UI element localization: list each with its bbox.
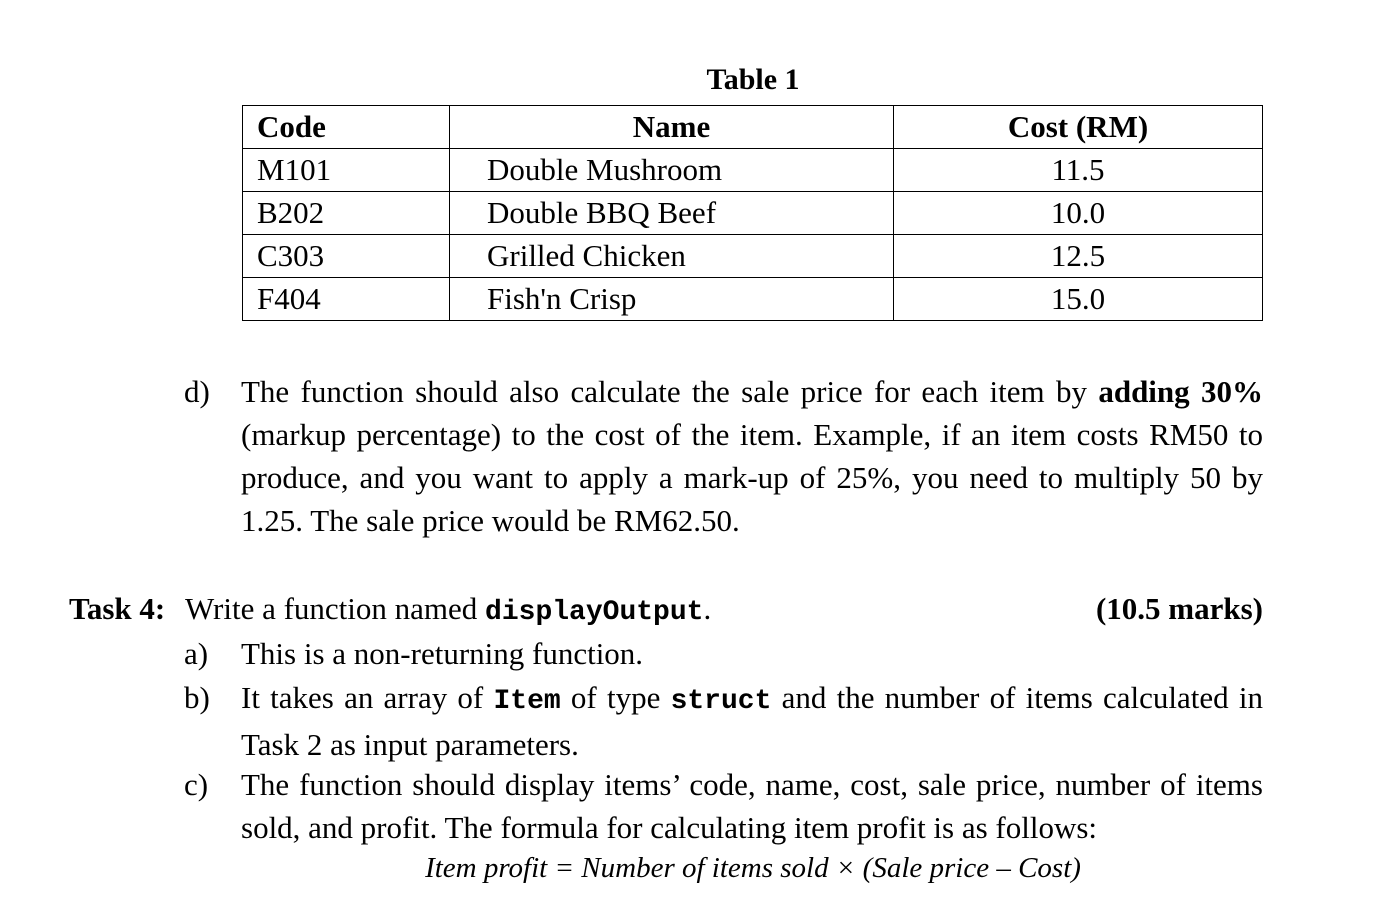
header-code: Code xyxy=(243,106,450,149)
cell-name: Grilled Chicken xyxy=(450,235,894,278)
item-d-post: (markup percentage) to the cost of the item. Example, if an item costs RM50 to produce, and you want to apply a mark-up of 25%, you need to multiply 50 by 1.25. The sale price would be RM62.50. xyxy=(241,417,1263,538)
table-row xyxy=(243,149,1263,192)
cell-cost: 10.0 xyxy=(894,192,1263,235)
item-d-pre: The function should also calculate the sale price for each item by xyxy=(241,374,1099,409)
item-a-label: a) xyxy=(184,636,209,671)
table-row xyxy=(243,278,1263,321)
header-name: Name xyxy=(450,106,894,149)
table-header-row xyxy=(243,106,1263,149)
item-b-code-struct: struct xyxy=(670,686,772,717)
item-a-text: This is a non-returning function. xyxy=(241,636,644,671)
cell-name: Fish'n Crisp xyxy=(450,278,894,321)
item-d-bold: adding 30% xyxy=(1098,374,1263,409)
item-c-text: The function should display items’ code, name, cost, sale price, number of items sold, and profit. The formula for calculating item profit is as follows: xyxy=(241,767,1263,845)
task4-text-pre: Write a function named xyxy=(185,591,486,626)
cell-code: C303 xyxy=(243,235,450,278)
cell-cost: 12.5 xyxy=(894,235,1263,278)
task4-label: Task 4: xyxy=(69,591,166,626)
item-b-text xyxy=(241,676,1263,766)
cell-code: M101 xyxy=(243,149,450,192)
table-row xyxy=(243,192,1263,235)
item-b-pre: It takes an array of xyxy=(241,680,494,715)
task4-marks: (10.5 marks) xyxy=(1095,591,1263,626)
cell-name: Double BBQ Beef xyxy=(450,192,894,235)
cell-cost: 11.5 xyxy=(894,149,1263,192)
item-d-text xyxy=(241,370,1263,542)
cell-name: Double Mushroom xyxy=(450,149,894,192)
profit-formula: Item profit = Number of items sold × (Sale price – Cost) xyxy=(425,852,1081,884)
item-c-label: c) xyxy=(184,767,209,802)
cell-code: B202 xyxy=(243,192,450,235)
table-row xyxy=(243,235,1263,278)
header-cost: Cost (RM) xyxy=(894,106,1263,149)
item-d-label: d) xyxy=(184,374,210,409)
item-b-label: b) xyxy=(184,680,210,715)
item-b-mid: of type xyxy=(560,680,671,715)
item-b-post: and the number of items calculated in Task 2 as input parameters. xyxy=(241,680,1263,762)
cell-cost: 15.0 xyxy=(894,278,1263,321)
item-cost-table xyxy=(242,105,1263,321)
item-b-code-item: Item xyxy=(493,686,561,717)
cell-code: F404 xyxy=(243,278,450,321)
task4-heading-text xyxy=(185,587,711,634)
task4-function-name: displayOutput xyxy=(485,597,704,628)
table-caption: Table 1 xyxy=(706,63,800,96)
task4-text-post: . xyxy=(703,591,712,626)
